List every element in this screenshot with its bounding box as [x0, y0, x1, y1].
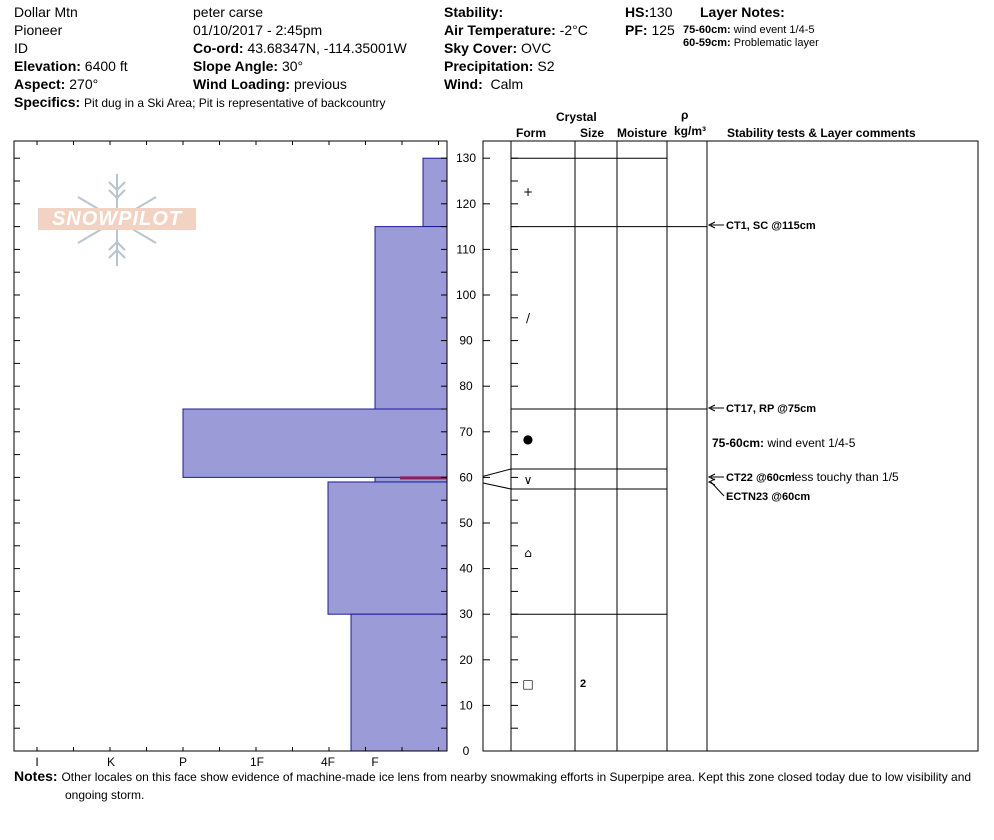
- hardness-bar: [351, 614, 447, 751]
- notes-line-2: ongoing storm.: [65, 788, 145, 802]
- depth-label: 70: [459, 424, 473, 439]
- wind-label: Wind:: [444, 76, 483, 92]
- crystal-form-icon: /: [525, 311, 531, 325]
- stability-label: Stability:: [444, 4, 504, 20]
- stability-test-note: less touchy than 1/5: [792, 470, 899, 484]
- layer-notes-label: Layer Notes:: [700, 4, 785, 20]
- layer-note-range: 75-60cm:: [683, 24, 731, 36]
- location-name: Dollar Mtn: [14, 4, 78, 20]
- wind-loading-value: previous: [293, 76, 347, 92]
- hardness-bar: [328, 482, 447, 614]
- id-label: ID: [14, 40, 28, 56]
- sky-label: Sky Cover:: [444, 40, 518, 56]
- form-header: Form: [516, 126, 546, 140]
- specifics-value: Pit dug in a Ski Area; Pit is representative of backcountry: [84, 96, 386, 110]
- precip-value: S2: [537, 58, 555, 74]
- pf-label: PF:: [625, 22, 648, 38]
- layer-connector: [483, 469, 511, 476]
- depth-label: 50: [459, 516, 473, 530]
- layer-comment-text: wind event 1/4-5: [767, 436, 856, 450]
- depth-label: 10: [459, 698, 473, 713]
- observer-name: peter carse: [193, 4, 264, 20]
- crystal-size: 2: [579, 678, 587, 690]
- coord-value: 43.68347N, -114.35001W: [247, 40, 407, 56]
- moisture-header: Moisture: [617, 126, 668, 140]
- stability-test: CT17, RP @75cm: [726, 403, 817, 415]
- layer-note-text: wind event 1/4-5: [733, 24, 815, 36]
- depth-label: 60: [459, 470, 473, 485]
- wind-value: Calm: [490, 76, 524, 92]
- crystal-form-icon: □: [522, 677, 534, 691]
- stability-test: ECTN23 @60cm: [726, 491, 811, 503]
- hardness-label: P: [178, 755, 188, 769]
- arrow-head-icon: [709, 479, 715, 485]
- pf-value: 125: [651, 22, 675, 38]
- elevation-label: Elevation:: [14, 58, 81, 74]
- snowpilot-logo: [38, 170, 196, 270]
- depth-label: 110: [456, 242, 476, 257]
- observation-datetime: 01/10/2017 - 2:45pm: [193, 22, 323, 38]
- crystal-header: Crystal: [556, 110, 597, 124]
- stability-test: CT22 @60cm: [726, 472, 795, 484]
- layer-note-text: Problematic layer: [733, 37, 819, 49]
- density-unit-header: kg/m³: [674, 124, 707, 138]
- layer-note-range: 60-59cm:: [683, 37, 731, 49]
- specifics-label: Specifics:: [14, 94, 81, 110]
- depth-label: 0: [462, 744, 470, 758]
- hardness-label: 4F: [320, 755, 336, 769]
- hardness-bar: [375, 227, 447, 409]
- air-temp-value: -2°C: [559, 22, 588, 38]
- notes-field: [14, 768, 971, 784]
- hs-value: 130: [649, 4, 673, 20]
- crystal-form-icon: ●: [522, 432, 534, 446]
- elevation-value: 6400 ft: [84, 58, 128, 74]
- depth-label: 80: [459, 379, 473, 394]
- slope-label: Slope Angle:: [193, 58, 279, 74]
- hardness-area: [183, 158, 447, 751]
- depth-label: 30: [459, 607, 473, 622]
- area-name: Pioneer: [14, 22, 63, 38]
- hardness-bar: [423, 158, 447, 226]
- hardness-label: 1F: [249, 755, 265, 769]
- size-header: Size: [580, 126, 605, 140]
- hardness-label: F: [371, 755, 379, 769]
- comments-header: Stability tests & Layer comments: [727, 126, 916, 140]
- hs-label: HS:: [625, 4, 650, 20]
- slope-value: 30°: [281, 58, 304, 74]
- stability-tests-area: [709, 220, 899, 503]
- layer-comment: [712, 436, 856, 450]
- weak-layer-mark: [400, 476, 447, 479]
- stability-test: CT1, SC @115cm: [726, 220, 816, 232]
- air-temp-label: Air Temperature:: [444, 22, 556, 38]
- crystal-form-icon: ∨: [523, 473, 533, 487]
- layer-comment-range: 75-60cm:: [712, 436, 768, 450]
- hardness-label: K: [106, 755, 116, 769]
- notes-label: Notes:: [14, 768, 58, 784]
- depth-label: 130: [455, 151, 477, 166]
- rho-header: ρ: [681, 108, 689, 122]
- depth-label: 40: [459, 561, 473, 576]
- precip-label: Precipitation:: [444, 58, 534, 74]
- depth-label: 100: [455, 288, 477, 302]
- depth-label: 20: [459, 652, 473, 667]
- layer-connector: [483, 483, 511, 489]
- crystal-form-icon: ⌂: [524, 546, 532, 560]
- sky-value: OVC: [521, 40, 552, 56]
- hardness-label: I: [35, 755, 39, 769]
- coord-label: Co-ord:: [193, 40, 244, 56]
- logo-text: SNOWPILOT: [38, 208, 196, 230]
- depth-label: 120: [455, 196, 477, 211]
- notes-line-1: Other locales on this face show evidence of machine-made ice lens from nearby snowmaking efforts in Superpipe area. Kept this zone closed today due to low visibility and: [61, 770, 972, 784]
- hardness-bar: [183, 409, 447, 477]
- aspect-value: 270°: [69, 76, 99, 92]
- wind-loading-label: Wind Loading:: [193, 76, 291, 92]
- depth-label: 90: [459, 333, 473, 348]
- aspect-label: Aspect:: [14, 76, 66, 92]
- crystal-form-icon: +: [522, 185, 534, 199]
